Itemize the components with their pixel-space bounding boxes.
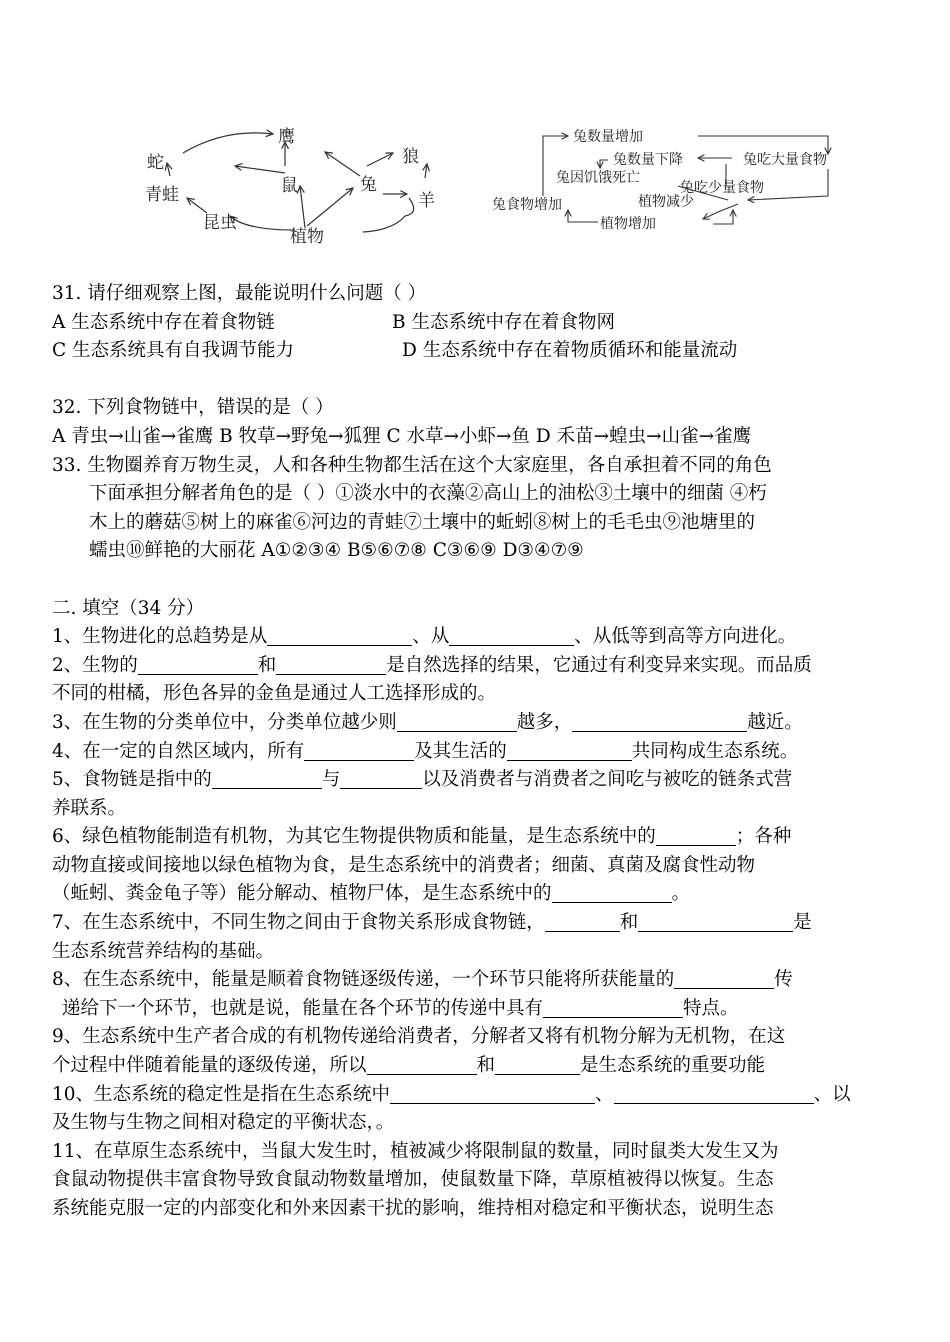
fill-10-cont: 及生物与生物之间相对稳定的平衡状态，。 xyxy=(52,1112,395,1134)
node-sheep: 羊 xyxy=(418,191,435,211)
fill-11-cont2: 系统能克服一定的内部变化和外来因素干扰的影响，维持相对稳定和平衡状态，说明生态 xyxy=(52,1198,774,1219)
fill-9: 9、生态系统中生产者合成的有机物传递给消费者，分解者又将有机物分解为无机物，在这 xyxy=(52,1026,786,1048)
blank[interactable] xyxy=(449,624,574,646)
fill-11: 11、在草原生态系统中，当鼠大发生时，植被减少将限制鼠的数量，同时鼠类大发生又为 xyxy=(52,1140,779,1162)
node-rabbit-eat-much: 兔吃大量食物 xyxy=(743,152,827,168)
q31-options-ab xyxy=(52,309,902,338)
blank[interactable] xyxy=(545,910,620,932)
q33-line-3: 木上的蘑菇⑤树上的麻雀⑥河边的青蛙⑦土壤中的蚯蚓⑧树上的毛毛虫⑨池塘里的 xyxy=(89,511,756,533)
blank[interactable] xyxy=(397,710,517,732)
blank[interactable] xyxy=(656,824,736,846)
blank[interactable] xyxy=(552,881,672,903)
blank[interactable] xyxy=(614,1082,814,1104)
node-rabbit: 兔 xyxy=(360,175,377,195)
fill-6-cont2: （蚯蚓、粪金龟子等）能分解动、植物尸体，是生态系统中的 。 xyxy=(52,883,691,905)
fill-8: 8、在生态系统中，能量是顺着食物链逐级传递，一个环节只能将所获能量的 传 xyxy=(52,969,793,991)
feedback-loop-diagram xyxy=(488,124,888,236)
blank[interactable] xyxy=(495,1053,580,1075)
fill-1: 1、生物进化的总趋势是从 、从 、从低等到高等方向进化。 xyxy=(52,626,797,648)
q33-line-2: 下面承担分解者角色的是（ ）①淡水中的衣藻②高山上的油松③土壤中的细菌 ④朽 xyxy=(89,483,767,505)
q31-option-b: B 生态系统中存在着食物网 xyxy=(392,311,615,333)
node-frog: 青蛙 xyxy=(145,185,179,205)
fill-8-cont: 递给下一个环节，也就是说，能量在各个环节的传递中具有 特点。 xyxy=(62,997,739,1019)
node-eagle: 鹰 xyxy=(278,127,295,147)
fill-11-cont: 食鼠动物提供丰富食物导致食鼠动物数量增加，使鼠数量下降，草原植被得以恢复。生态 xyxy=(52,1169,774,1191)
question-text xyxy=(52,280,902,1224)
blank[interactable] xyxy=(674,967,774,989)
blank[interactable] xyxy=(340,767,422,789)
blank[interactable] xyxy=(138,653,258,675)
fill-7: 7、在生态系统中，不同生物之间由于食物关系形成食物链， 和 是 xyxy=(52,912,812,934)
fill-10: 10、生态系统的稳定性是指在生态系统中 、 、以 xyxy=(52,1083,851,1105)
q31-options-cd xyxy=(52,337,902,366)
blank[interactable] xyxy=(507,739,632,761)
q31-option-c: C 生态系统具有自我调节能力 xyxy=(52,340,295,362)
fill-4: 4、在一定的自然区域内，所有 及其生活的 共同构成生态系统。 xyxy=(52,740,799,762)
blank[interactable] xyxy=(638,910,793,932)
node-rabbit-up: 兔数量增加 xyxy=(573,129,643,145)
fill-5: 5、食物链是指中的 与 以及消费者与消费者之间吃与被吃的链条式营 xyxy=(52,769,793,791)
node-insect: 昆虫 xyxy=(203,213,237,233)
fill-6-cont: 动物直接或间接地以绿色植物为食，是生态系统中的消费者；细菌、真菌及腐食性动物 xyxy=(52,854,756,876)
node-rabbit-food-up: 兔食物增加 xyxy=(492,197,562,213)
q31-option-a: A 生态系统中存在着食物链 xyxy=(52,311,275,333)
food-web-diagram xyxy=(135,118,465,248)
q32-stem: 32. 下列食物链中，错误的是（ ） xyxy=(52,397,334,419)
node-wolf: 狼 xyxy=(402,147,419,167)
blank[interactable] xyxy=(276,653,386,675)
q31-option-d: D 生态系统中存在着物质循环和能量流动 xyxy=(402,340,738,362)
blank[interactable] xyxy=(304,739,414,761)
fill-5-cont: 养联系。 xyxy=(52,797,127,819)
node-rabbit-eat-little: 兔吃少量食物 xyxy=(680,180,764,196)
q33-line-1: 33. 生物圈养育万物生灵，人和各种生物都生活在这个大家庭里，各自承担着不同的角色 xyxy=(52,454,772,476)
q32-options: A 青虫→山雀→雀鹰 B 牧草→野兔→狐狸 C 水草→小虾→鱼 D 禾苗→蝗虫→山雀→雀鹰 xyxy=(52,425,752,447)
fill-3: 3、在生物的分类单位中，分类单位越少则 越多， 越近。 xyxy=(52,711,803,733)
node-plant: 植物 xyxy=(290,227,324,247)
fill-9-cont: 个过程中伴随着能量的逐级传递，所以 和 是生态系统的重要功能 xyxy=(52,1055,766,1077)
blank[interactable] xyxy=(543,996,683,1018)
node-snake: 蛇 xyxy=(147,153,164,173)
q33-line-4: 蠕虫⑩鲜艳的大丽花 A①②③④ B⑤⑥⑦⑧ C③⑥⑨ D③④⑦⑨ xyxy=(89,540,584,562)
section-2-title: 二. 填空（34 分） xyxy=(52,597,205,619)
fill-2-cont: 不同的柑橘，形色各异的金鱼是通过人工选择形成的。 xyxy=(52,683,497,705)
q31-stem: 31. 请仔细观察上图，最能说明什么问题（ ） xyxy=(52,283,427,304)
node-plant-up: 植物增加 xyxy=(600,216,656,232)
node-plant-down: 植物减少 xyxy=(638,194,694,210)
fill-6: 6、绿色植物能制造有机物，为其它生物提供物质和能量，是生态系统中的 ；各种 xyxy=(52,826,792,848)
blank[interactable] xyxy=(212,767,322,789)
fill-2: 2、生物的 和 是自然选择的结果，它通过有利变异来实现。而品质 xyxy=(52,654,812,676)
blank[interactable] xyxy=(367,1053,477,1075)
fill-7-cont: 生态系统营养结构的基础。 xyxy=(52,940,275,962)
blank[interactable] xyxy=(267,624,412,646)
blank[interactable] xyxy=(390,1082,595,1104)
node-rabbit-starve: 兔因饥饿死亡 xyxy=(556,170,640,186)
node-mouse: 鼠 xyxy=(281,176,298,196)
node-rabbit-down: 兔数量下降 xyxy=(613,152,683,168)
blank[interactable] xyxy=(572,710,747,732)
